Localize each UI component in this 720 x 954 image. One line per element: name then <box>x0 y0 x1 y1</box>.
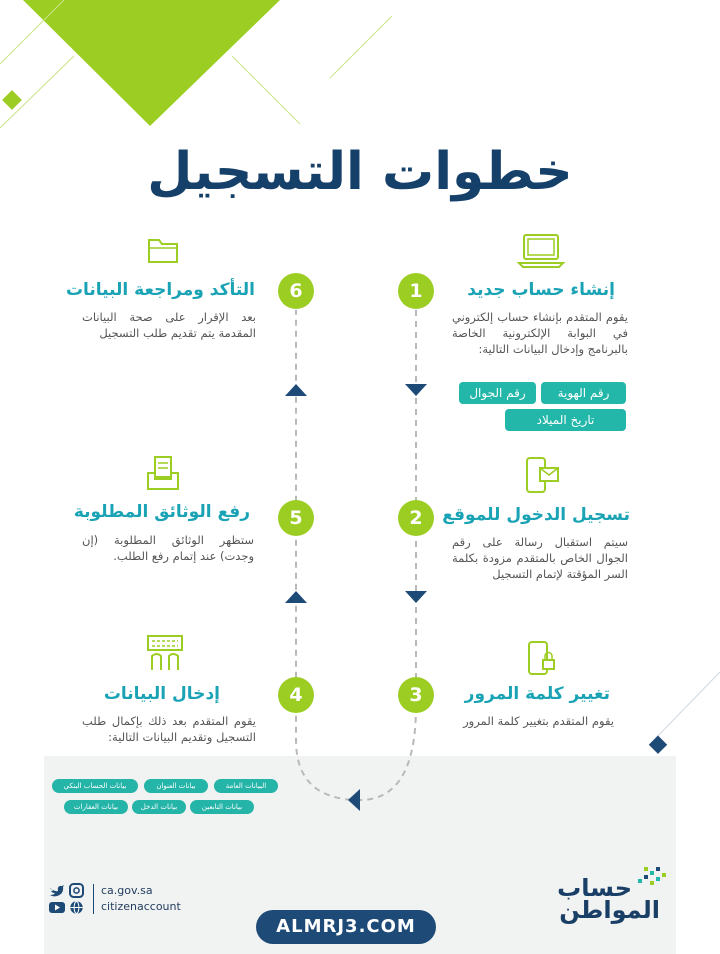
data-tag-address: بيانات العنوان <box>144 779 208 793</box>
social-icons <box>48 883 88 915</box>
contact-divider <box>93 884 94 914</box>
data-tag-general: البيانات العامة <box>214 779 278 793</box>
contact-handle[interactable]: citizenaccount <box>101 900 181 913</box>
data-tag-real-estate: بيانات العقارات <box>64 800 128 814</box>
twitter-icon <box>50 885 64 896</box>
step-3-number: 3 <box>398 677 434 713</box>
arrow-left-icon <box>348 789 360 811</box>
step-4-number: 4 <box>278 677 314 713</box>
folder-icon <box>147 236 179 264</box>
data-tag-dependents: بيانات التابعين <box>190 800 254 814</box>
arrow-down-icon <box>405 384 427 396</box>
logo-text-line2: المواطن <box>559 896 660 924</box>
step-3-desc: يقوم المتقدم بتغيير كلمة المرور <box>463 714 614 728</box>
phone-lock-icon <box>526 640 556 676</box>
step-1-title: إنشاء حساب جديد <box>467 280 615 300</box>
page-title: خطوات التسجيل <box>147 142 573 202</box>
step-3-title: تغيير كلمة المرور <box>464 684 610 704</box>
step-5-desc: ستظهر الوثائق المطلوبة (إن وجدت) عند إتمام رفع الطلب. <box>82 533 254 563</box>
arrow-up-icon <box>285 384 307 396</box>
step-6-title: التأكد ومراجعة البيانات <box>65 280 255 300</box>
contact-website[interactable]: ca.gov.sa <box>101 884 153 897</box>
laptop-icon <box>518 233 564 269</box>
step-5-title: رفع الوثائق المطلوبة <box>73 502 250 522</box>
step-1-number: 1 <box>398 273 434 309</box>
document-tray-icon <box>146 455 180 491</box>
step-2-number: 2 <box>398 500 434 536</box>
step-1-desc: يقوم المتقدم بإنشاء حساب إلكتروني في البوابة الإلكترونية الخاصة بالبرنامج وإدخال البيانات التالية: <box>452 310 628 356</box>
arrow-down-icon <box>405 591 427 603</box>
logo-dots-icon <box>636 865 672 893</box>
field-pill-id-number: رقم الهوية <box>541 382 626 404</box>
step-2-title: تسجيل الدخول للموقع <box>442 505 630 525</box>
step-4-desc: يقوم المتقدم بعد ذلك بإكمال طلب التسجيل وتقديم البيانات التالية: <box>82 714 256 744</box>
step-6-desc: بعد الإقرار على صحة البيانات المقدمة يتم تقديم طلب التسجيل <box>82 310 256 340</box>
data-tag-bank-account: بيانات الحساب البنكي <box>52 779 138 793</box>
step-5-number: 5 <box>278 500 314 536</box>
field-pill-mobile-number: رقم الجوال <box>459 382 536 404</box>
instagram-icon <box>70 884 83 897</box>
step-4-title: إدخال البيانات <box>103 684 220 704</box>
step-2-desc: سيتم استقبال رسالة على رقم الجوال الخاص بالمتقدم مزودة بكلمة السر المؤقتة لإتمام التسجيل <box>452 535 628 581</box>
arrow-up-icon <box>285 591 307 603</box>
watermark-badge: ALMRJ3.COM <box>256 910 436 944</box>
field-pill-birth-date: تاريخ الميلاد <box>505 409 626 431</box>
logo-text-line1: حساب <box>557 874 632 902</box>
keyboard-typing-icon <box>146 634 184 672</box>
message-phone-icon <box>524 456 560 496</box>
step-6-number: 6 <box>278 273 314 309</box>
data-tag-income: بيانات الدخل <box>132 800 186 814</box>
